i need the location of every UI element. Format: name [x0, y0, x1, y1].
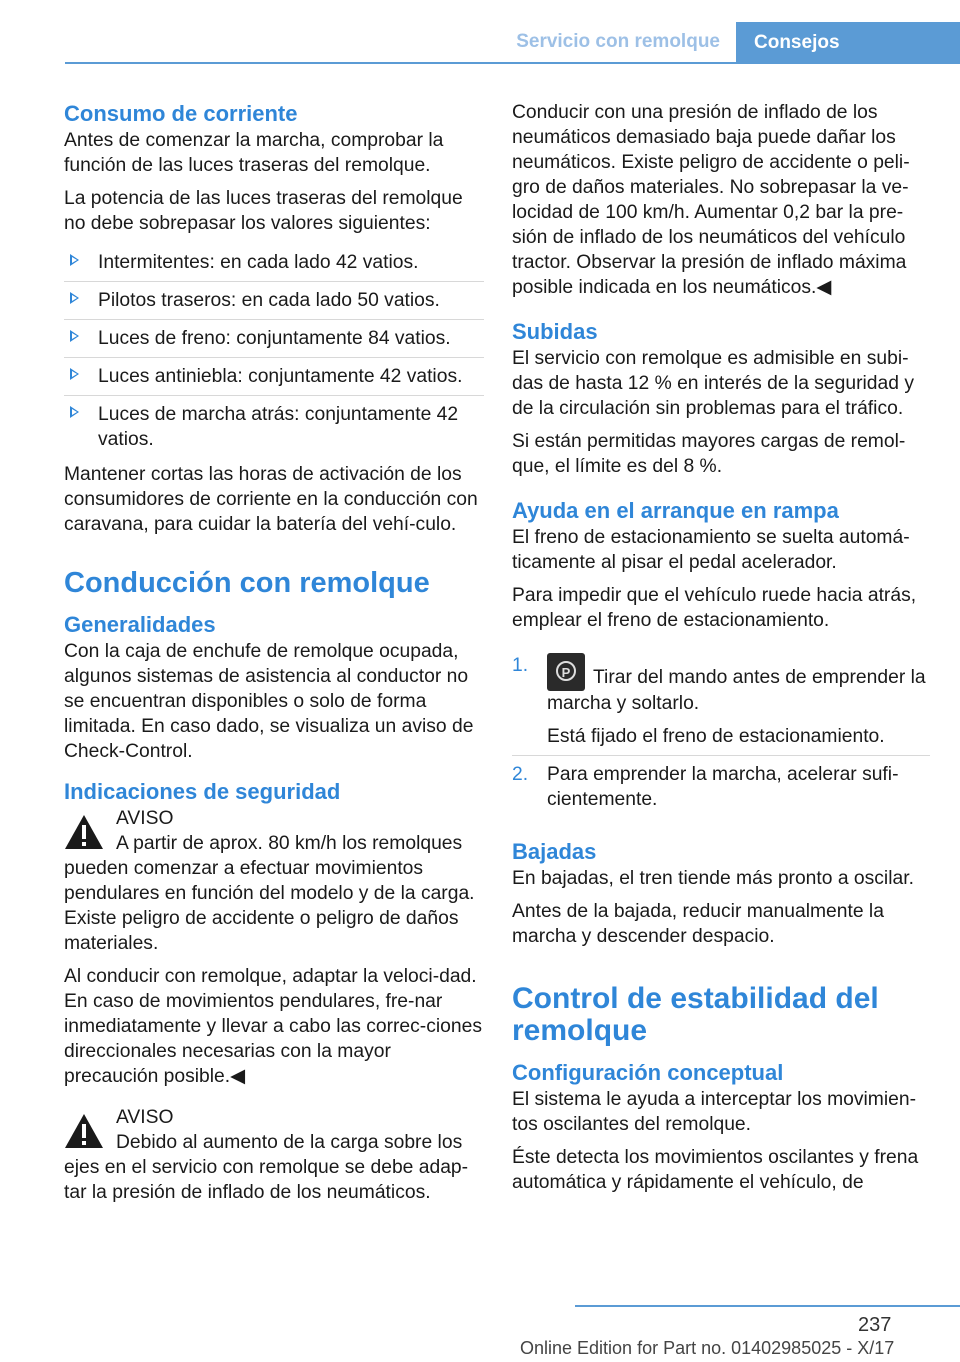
step-text: Para emprender la marcha, acelerar sufi-cientemente.	[547, 764, 899, 810]
paragraph: El freno de estacionamiento se suelta automá-ticamente al pisar el pedal acelerador.	[512, 527, 910, 573]
heading-configuracion: Configuración conceptual	[512, 1060, 784, 1085]
list-item-text: Luces antiniebla: conjuntamente 42 vatios.	[98, 366, 463, 387]
paragraph: Para impedir que el vehículo ruede hacia atrás, emplear el freno de estacionamiento.	[512, 585, 917, 631]
paragraph: Antes de la bajada, reducir manualmente la marcha y descender despacio.	[512, 901, 884, 947]
list-item-text: Intermitentes: en cada lado 42 vatios.	[98, 252, 419, 273]
warning-block	[64, 806, 484, 831]
paragraph: El servicio con remolque es admisible en subi-das de hasta 12 % en interés de la seguridad y de la circulación sin problemas para el tráfico.	[512, 348, 914, 419]
footer-rule	[575, 1305, 960, 1307]
step-number: 2.	[512, 764, 529, 785]
heading-generalidades: Generalidades	[64, 612, 216, 637]
list-item	[64, 282, 484, 320]
list-item-text: Luces de freno: conjuntamente 84 vatios.	[98, 328, 451, 349]
paragraph: Si están permitidas mayores cargas de remol-que, el límite es del 8 %.	[512, 431, 906, 477]
paragraph: Al conducir con remolque, adaptar la veloci-dad. En caso de movimientos pendulares, fre-nar inmediatamente y llevar a cabo las correc-ciones direccionales necesarias con la mayor precaución posible.◀	[64, 966, 482, 1087]
footer-edition: Online Edition for Part no. 01402985025 - X/17	[520, 1338, 895, 1358]
list-item	[512, 756, 930, 818]
parking-brake-icon: P	[547, 653, 585, 691]
list-item	[64, 358, 484, 396]
paragraph: Mantener cortas las horas de activación de los consumidores de corriente en la conducción con caravana, para cuidar la batería del vehí-culo.	[64, 464, 478, 535]
paragraph: Antes de comenzar la marcha, comprobar la función de las luces traseras del remolque.	[64, 130, 444, 176]
warning-title: AVISO	[116, 1107, 174, 1128]
steps-list	[512, 647, 930, 818]
triangle-bullet-icon	[70, 368, 79, 380]
warning-block	[64, 1105, 484, 1130]
heading-bajadas: Bajadas	[512, 839, 597, 864]
heading-seguridad: Indicaciones de seguridad	[64, 779, 341, 804]
right-column	[512, 100, 930, 1203]
paragraph: La potencia de las luces traseras del remolque no debe sobrepasar los valores siguientes:	[64, 188, 463, 234]
list-item-text: Luces de marcha atrás: conjuntamente 42 vatios.	[98, 404, 459, 450]
paragraph: Con la caja de enchufe de remolque ocupada, algunos sistemas de asistencia al conductor no se encuentran disponibles o solo de forma limitada. En caso dado, se visualiza un aviso de Check-Control.	[64, 641, 474, 762]
list-item	[64, 244, 484, 282]
paragraph: Éste detecta los movimientos oscilantes y frena automática y rápidamente el vehículo, de	[512, 1147, 919, 1193]
warning-text: A partir de aprox. 80 km/h los remolques pueden comenzar a efectuar movimientos pendulares en función del modelo y de la carga. Existe peligro de accidente o peligro de daños materiales.	[64, 833, 475, 954]
left-column	[64, 100, 484, 1213]
paragraph: Conducir con una presión de inflado de los neumáticos demasiado baja puede dañar los neumáticos. Existe peligro de accidente o peli-gro de daños materiales. No sobrepasar la ve-locidad de 100 km/h. Aumentar 0,2 bar la pre-sión de inflado de los neumáticos del vehículo tractor. Observar la presión de inflado máxima posible indicada en los neumáticos.◀	[512, 102, 910, 298]
heading-consumo: Consumo de corriente	[64, 101, 298, 126]
triangle-bullet-icon	[70, 406, 79, 418]
header-rule	[65, 62, 960, 64]
list-item	[64, 396, 484, 458]
list-item	[64, 320, 484, 358]
triangle-bullet-icon	[70, 330, 79, 342]
step-text: Tirar del mando antes de emprender la marcha y soltarlo.	[547, 667, 926, 714]
header-chapter-tab: Consejos	[736, 22, 960, 64]
list-item-text: Pilotos traseros: en cada lado 50 vatios.	[98, 290, 440, 311]
heading-conduccion: Conducción con remolque	[64, 567, 430, 599]
warning-triangle-icon	[64, 814, 104, 850]
heading-subidas: Subidas	[512, 319, 598, 344]
warning-text: Debido al aumento de la carga sobre los ejes en el servicio con remolque se debe adap-tar la presión de inflado de los neumáticos.	[64, 1132, 469, 1203]
warning-triangle-icon	[64, 1113, 104, 1149]
paragraph: En bajadas, el tren tiende más pronto a oscilar.	[512, 868, 914, 889]
triangle-bullet-icon	[70, 254, 79, 266]
paragraph: El sistema le ayuda a interceptar los movimien-tos oscilantes del remolque.	[512, 1089, 917, 1135]
heading-ayuda-arranque: Ayuda en el arranque en rampa	[512, 498, 839, 523]
power-limits-list	[64, 244, 484, 458]
step-subtext: Está fijado el freno de estacionamiento.	[547, 726, 885, 747]
step-number: 1.	[512, 655, 529, 676]
list-item	[512, 647, 930, 756]
header-section-title: Servicio con remolque	[516, 31, 720, 52]
warning-title: AVISO	[116, 808, 174, 829]
heading-control-estabilidad: Control de estabilidad del remolque	[512, 982, 879, 1047]
triangle-bullet-icon	[70, 292, 79, 304]
page-number: 237	[858, 1314, 892, 1336]
